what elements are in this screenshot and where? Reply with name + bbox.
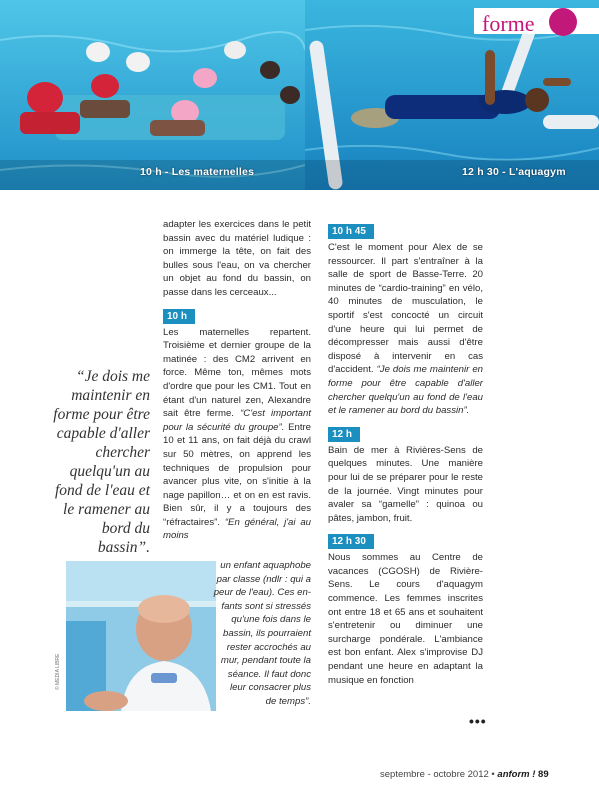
wrap-line: qu'une fois dans le	[231, 614, 311, 626]
page-folio	[380, 769, 549, 780]
paragraph-10h45	[328, 241, 483, 418]
wrap-line: rester accrochés au	[226, 641, 311, 653]
paragraph-10h	[163, 326, 311, 544]
wrap-line: leur consacrer plus	[229, 682, 311, 694]
section-dot-icon	[549, 8, 577, 36]
wrap-line: bassin, ils pourraient	[223, 627, 311, 639]
column-middle	[163, 218, 311, 543]
wrap-line: séance. Il faut donc	[227, 668, 311, 680]
paragraph-12h30: Nous sommes au Centre de vacances (CGOSH) de Rivière-Sens. Le cours d'aquagym commence. Les femmes inscrites ont entre 18 et 65 ans et souhaitent s'entretenir ou diminuer une surcharge pondérale. L'ambiance est bon enfant. Alex s'improvise DJ pendant une heure en adaptant la musique en fonction	[328, 552, 483, 686]
paragraph-10h45-text: C'est le moment pour Alex de se ressourcer. Il part s'entraîner à la salle de sport de Basse-Terre. 20 minutes de “cardio-training” en vélo, 40 minutes de musculation, le sportif s'est concocté un circuit d'une heure qui lui permet de décompresser mais aussi d'être disposé à intervenir en cas d'accident.	[328, 242, 483, 376]
wrap-line: peur de l'eau). Ces en-	[213, 587, 311, 599]
wrapped-quote	[212, 559, 311, 709]
portrait-photo	[66, 561, 216, 711]
heading-10h: 10 h	[163, 309, 195, 324]
caption-right: 12 h 30 - L'aquagym	[462, 166, 566, 178]
heading-10h45: 10 h 45	[328, 224, 374, 239]
intro-paragraph: adapter les exercices dans le petit bassin avec du matériel ludique : on immerge la tête, on fait des bulles sous l'eau, on va chercher un objet au fond du bassin, on passe dans les cerceaux...	[163, 219, 311, 298]
wrap-line: mur, pendant toute la	[220, 655, 311, 667]
folio-date: septembre - octobre 2012 •	[380, 769, 495, 780]
folio-magazine: anform !	[497, 769, 536, 780]
heading-12h30: 12 h 30	[328, 534, 374, 549]
section-tag-label: forme	[482, 11, 535, 36]
continued-marker: •••	[469, 713, 487, 729]
heading-12h: 12 h	[328, 427, 360, 442]
quote-forme: “Je dois me maintenir en forme pour être capable d'aller chercher quelqu'un au fond de l'eau et le ramener au bord du bassin”.	[328, 364, 484, 417]
quote-securite: “C'est important pour la sécurité du groupe”.	[163, 408, 311, 433]
photo-maternelles	[0, 0, 305, 190]
section-tag	[474, 8, 599, 34]
folio-page: 89	[538, 769, 549, 780]
caption-left: 10 h - Les maternelles	[140, 166, 255, 178]
wrap-line: un enfant aquaphobe	[220, 560, 311, 571]
paragraph-10h-a: Les maternelles repartent. Troisième et dernier groupe de la matinée : des CM2 arrivent en force. Même ton, mêmes mots d'ordre que pour les CM1. Tout en étant d'un naturel zen, Alexandre sait être ferme.	[163, 326, 311, 420]
wrap-line: de temps”.	[265, 695, 311, 707]
photo-credit: © MEDIA LIBRE	[55, 653, 61, 690]
wrap-line: fants sont si stressés	[221, 600, 311, 612]
pull-quote: “Je dois me maintenir en forme pour être capable d'aller chercher quelqu'un au fond de l'eau et le ramener au bord du bassin”.	[53, 368, 150, 556]
quote-aquaphobe-start: “En général, j'ai au moins	[163, 516, 311, 542]
paragraph-10h-b: Entre 10 et 11 ans, on fait déjà du crawl sur 50 mètres, on apprend les techniques de propulsion pour avancer plus vite, on s'initie à la nage papillon… et on en est ravis. Bien sûr, il y a toujours des “réfractaires”.	[163, 421, 312, 528]
column-right	[328, 224, 483, 687]
paragraph-12h: Bain de mer à Rivières-Sens de quelques minutes. Une manière pour lui de se préparer pour le reste de la journée. Vingt minutes pour avaler sa “gamelle” : quinoa ou pâtes, jambon, fruit.	[328, 444, 483, 524]
wrap-line: par classe (ndlr : qui a	[216, 573, 311, 585]
